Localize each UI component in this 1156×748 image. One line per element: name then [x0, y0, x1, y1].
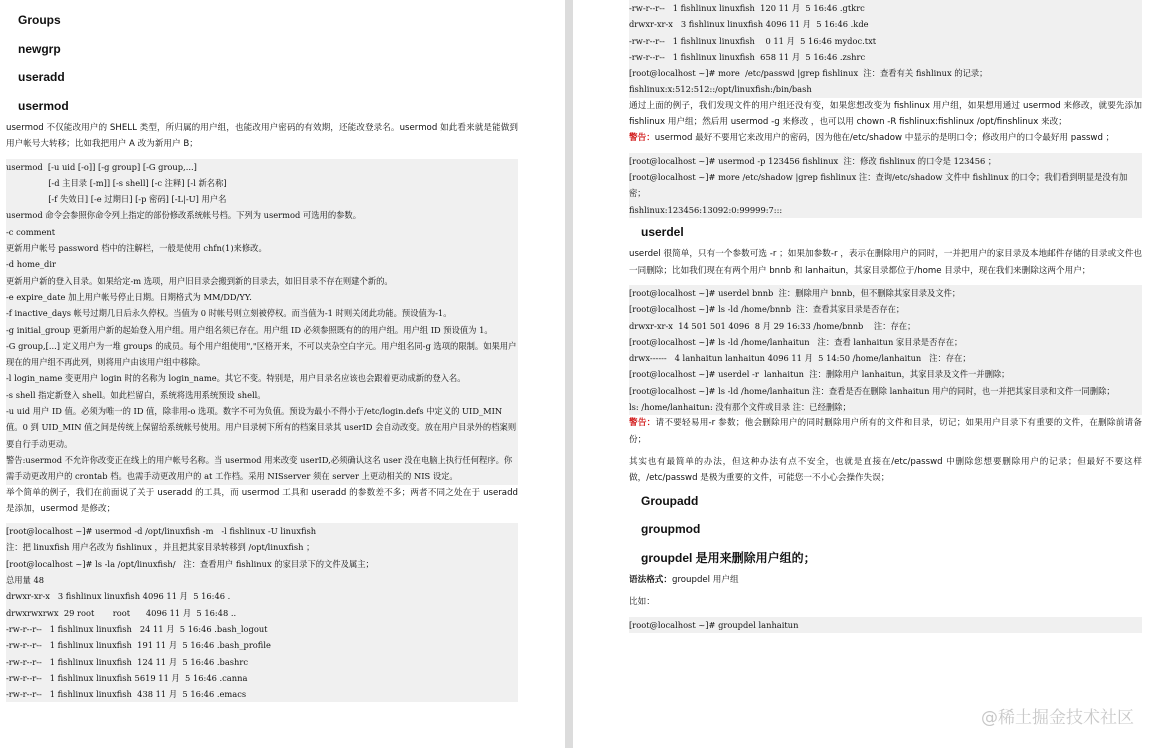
- code-line: -rw-r--r-- 1 fishlinux linuxfish 124 11 月 5 16:46 .bashrc: [6, 656, 248, 667]
- usermod-password-code-block: [629, 153, 1142, 218]
- code-line: -l login_name 变更用户 login 时的名称为 login_name。其它不变。特别是，用户目录名应该也会跟着更动成新的登入名。: [6, 373, 466, 384]
- code-line: 更新用户帐号 password 档中的注解栏，一般是使用 chfn(1)来修改。: [6, 243, 267, 254]
- example-label: 比如：: [629, 597, 655, 608]
- code-line: -rw-r--r-- 1 fishlinux linuxfish 658 11 月 5 16:46 .zshrc: [629, 51, 866, 62]
- code-line: -rw-r--r-- 1 fishlinux linuxfish 120 11 月 5 16:46 .gtkrc: [629, 3, 865, 13]
- group-change-paragraph: 通过上面的例子，我们发现文件的用户组还没有变，如果您想改变为 fishlinux 用户组，如果想用通过 usermod 来修改，就要先添加 fishlinux 用户组；然后用 usermod -g 来修改 ，也可以用 chown -R fishlinux:fishlinux /opt/finshlinux 来改；: [629, 100, 1142, 128]
- userdel-code-block: [629, 285, 1142, 415]
- userdel-r-warning: [629, 415, 1142, 448]
- code-line: -rw-r--r-- 1 fishlinux linuxfish 0 11 月 5 16:46 mydoc.txt: [629, 35, 877, 46]
- heading-newgrp: newgrp: [18, 41, 61, 56]
- example-intro-paragraph: 举个简单的例子，我们在前面说了关于 useradd 的工具，而 usermod 工具和 useradd 的参数差不多；两者不同之处在于 useradd 是添加，usermod 是修改；: [6, 487, 518, 514]
- code-line: [root@localhost ~]# usermod -d /opt/linuxfish -m -l fishlinux -U linuxfish: [6, 526, 317, 537]
- code-line: [root@localhost ~]# groupdel lanhaitun: [629, 619, 799, 630]
- code-line: 警告:usermod 不允许你改变正在线上的用户帐号名称。当 usermod 用来改变 userID,必须确认这名 user 没在电脑上执行任何程序。你需手动更改用户的 crontab 档。也需手动更改用户的 at 工作档。采用 NISserver 须在 server 上更动相关的 NIS 设定。: [6, 454, 513, 482]
- code-line: drwxr-xr-x 3 fishlinux linuxfish 4096 11 月 5 16:46 .kde: [629, 19, 869, 30]
- left-page-content: [6, 0, 518, 702]
- usermod-syntax-code-block: [6, 159, 518, 485]
- right-page-content: [629, 0, 1142, 633]
- code-line: -rw-r--r-- 1 fishlinux linuxfish 438 11 月 5 16:46 .emacs: [6, 689, 247, 700]
- code-line: 更新用户新的登入目录。如果给定-m 选项，用户旧目录会搬到新的目录去，如旧目录不存在则建个新的。: [6, 275, 393, 286]
- code-line: 注：把 linuxfish 用户名改为 fishlinux ，并且把其家目录转移到 /opt/linuxfish ；: [6, 542, 315, 553]
- left-document-page: [0, 0, 565, 748]
- code-line: -f inactive_days 帐号过期几日后永久停权。当值为 0 时帐号则立刻被停权。而当值为-1 时则关闭此功能。预设值为-1。: [6, 308, 452, 319]
- heading-groups: Groups: [18, 13, 61, 27]
- code-line: -rw-r--r-- 1 fishlinux linuxfish 5619 11 月 5 16:46 .canna: [6, 672, 248, 683]
- code-line: [root@localhost ~]# more /etc/passwd |grep fishlinux 注：查看有关 fishlinux 的记录；: [629, 68, 988, 79]
- right-document-page: [573, 0, 1156, 748]
- groupdel-syntax: [629, 572, 1142, 588]
- usermod-example-code-block: [6, 523, 518, 702]
- warning-label: 警告：: [629, 418, 656, 429]
- code-line: -u uid 用户 ID 值。必须为唯一的 ID 值，除非用-o 选项。数字不可为负值。预设为最小不得小于/etc/login.defs 中定义的 UID_MIN 值。0 到 UID_MIN 值之间是传统上保留给系统帐号使用。用户目录树下所有的档案目录其 userID 会自动改变。放在用户目录外的档案则要自行手动更动。: [6, 406, 517, 449]
- code-line: -G group,[...] 定义用户为一堆 groups 的成员。每个用户组使用","区格开来，不可以夹杂空白字元。用户组名同-g 选项的限制。如果用户现在的用户组不再此列，则将用户由该用户组中移除。: [6, 340, 517, 368]
- syntax-label: 语法格式：: [629, 575, 672, 586]
- code-line: [-f 失效日] [-e 过期日] [-p 密码] [-L|-U] 用户名: [6, 194, 227, 205]
- code-line: drwxrwxrwx 29 root root 4096 11 月 5 16:48 ..: [6, 607, 237, 618]
- code-line: -c comment: [6, 226, 56, 237]
- code-line: -rw-r--r-- 1 fishlinux linuxfish 191 11 月 5 16:46 .bash_profile: [6, 640, 271, 651]
- code-line: [root@localhost ~]# ls -ld /home/bnnb 注：查看其家目录是否存在；: [629, 304, 905, 315]
- code-line: ls: /home/lanhaitun: 没有那个文件或目录 注：已经删除；: [629, 402, 851, 413]
- heading-useradd: useradd: [18, 70, 65, 84]
- heading-userdel: userdel: [641, 224, 684, 239]
- code-line: [root@localhost ~]# ls -ld /home/lanhaitun 注：查看 lanhaitun 家目录是否存在；: [629, 336, 963, 347]
- code-line: -g initial_group 更新用户新的起始登入用户组。用户组名须已存在。用户组 ID 必须参照既有的的用户组。用户组 ID 预设值为 1。: [6, 324, 493, 335]
- code-line: [root@localhost ~]# ls -la /opt/linuxfish/ 注：查看用户 fishlinux 的家目录下的文件及属主；: [6, 558, 374, 569]
- userdel-paragraph: userdel 很简单，只有一个参数可选 -r ；如果加参数-r ，表示在删除用户的同时，一并把用户的家目录及本地邮件存储的目录或文件也一同删除；比如我们现在有两个用户 bnnb 和 lanhaitun，其家目录都位于/home 目录中，现在我们来删除这两个用户；: [629, 249, 1142, 276]
- code-line: usermod 命令会参照你命令列上指定的部份修改系统帐号档。下列为 usermod 可选用的参数。: [6, 210, 362, 221]
- code-line: drwxr-xr-x 14 501 501 4096 8 月 29 16:33 /home/bnnb 注：存在；: [629, 320, 916, 331]
- code-line: [root@localhost ~]# more /etc/shadow |grep fishlinux 注：查询/etc/shadow 文件中 fishlinux 的口令；我们看到明显是没有加密；: [629, 171, 1128, 199]
- passwd-edit-paragraph: 其实也有最简单的办法，但这种办法有点不安全，也就是直接在/etc/passwd 中删除您想要删除用户的记录；但最好不要这样做，/etc/passwd 是极为重要的文件，可能您一不小心会操作失误；: [629, 456, 1142, 484]
- heading-usermod: usermod: [18, 98, 69, 113]
- code-line: -s shell 指定新登入 shell。如此栏留白，系统将选用系统预设 shell。: [6, 389, 266, 400]
- code-line: -rw-r--r-- 1 fishlinux linuxfish 24 11 月 5 16:46 .bash_logout: [6, 623, 268, 634]
- code-line: drwxr-xr-x 3 fishlinux linuxfish 4096 11 月 5 16:46 .: [6, 591, 231, 602]
- code-line: [root@localhost ~]# userdel bnnb 注：删除用户 bnnb，但不删除其家目录及文件；: [629, 287, 961, 298]
- code-line: drwx------ 4 lanhaitun lanhaitun 4096 11 月 5 14:50 /home/lanhaitun 注：存在；: [629, 353, 971, 364]
- code-line: [root@localhost ~]# ls -ld /home/lanhaitun 注：查看是否在删除 lanhaitun 用户的同时，也一并把其家目录和文件一同删除；: [629, 385, 1115, 396]
- usermod-password-warning: [629, 130, 1142, 146]
- warning-text: usermod 最好不要用它来改用户的密码，因为他在/etc/shadow 中显示的是明口令；修改用户的口令最好用 passwd ；: [654, 133, 1115, 144]
- watermark: @稀土掘金技术社区: [981, 708, 1134, 728]
- code-line: [-d 主目录 [-m]] [-s shell] [-c 注释] [-l 新名称]: [6, 177, 227, 188]
- warning-label: 警告：: [629, 133, 655, 144]
- code-line: 总用量 48: [6, 575, 45, 586]
- heading-groupdel: groupdel 是用来删除用户组的；: [641, 550, 816, 565]
- code-line: fishlinux:123456:13092:0:99999:7:::: [629, 204, 783, 215]
- code-line: -e expire_date 加上用户帐号停止日期。日期格式为 MM/DD/YY.: [6, 291, 252, 302]
- ls-output-code-block: [629, 0, 1142, 98]
- usermod-intro-paragraph: usermod 不仅能改用户的 SHELL 类型，所归属的用户组，也能改用户密码的有效期，还能改登录名。usermod 如此看来就是能做到用户帐号大转移；比如我把用户 A 改为新用户 B；: [6, 123, 518, 150]
- code-line: [root@localhost ~]# userdel -r lanhaitun 注：删除用户 lanhaitun，其家目录及文件一并删除；: [629, 369, 1010, 380]
- code-line: -d home_dir: [6, 259, 56, 270]
- code-line: usermod [-u uid [-o]] [-g group] [-G group,...]: [6, 161, 197, 172]
- groupdel-code-block: [629, 617, 1142, 633]
- heading-groupmod: groupmod: [641, 522, 701, 537]
- heading-groupadd: Groupadd: [641, 493, 699, 508]
- syntax-text: groupdel 用户组: [671, 575, 739, 586]
- code-line: fishlinux:x:512:512::/opt/linuxfish:/bin/bash: [629, 84, 812, 95]
- code-line: [root@localhost ~]# usermod -p 123456 fishlinux 注：修改 fishlinux 的口令是 123456 ；: [629, 155, 997, 166]
- page-gutter: [565, 0, 573, 748]
- warning-text: 请不要轻易用-r 参数；他会删除用户的同时删除用户所有的文件和目录，切记；如果用户目录下有重要的文件，在删除前请备份；: [629, 418, 1142, 445]
